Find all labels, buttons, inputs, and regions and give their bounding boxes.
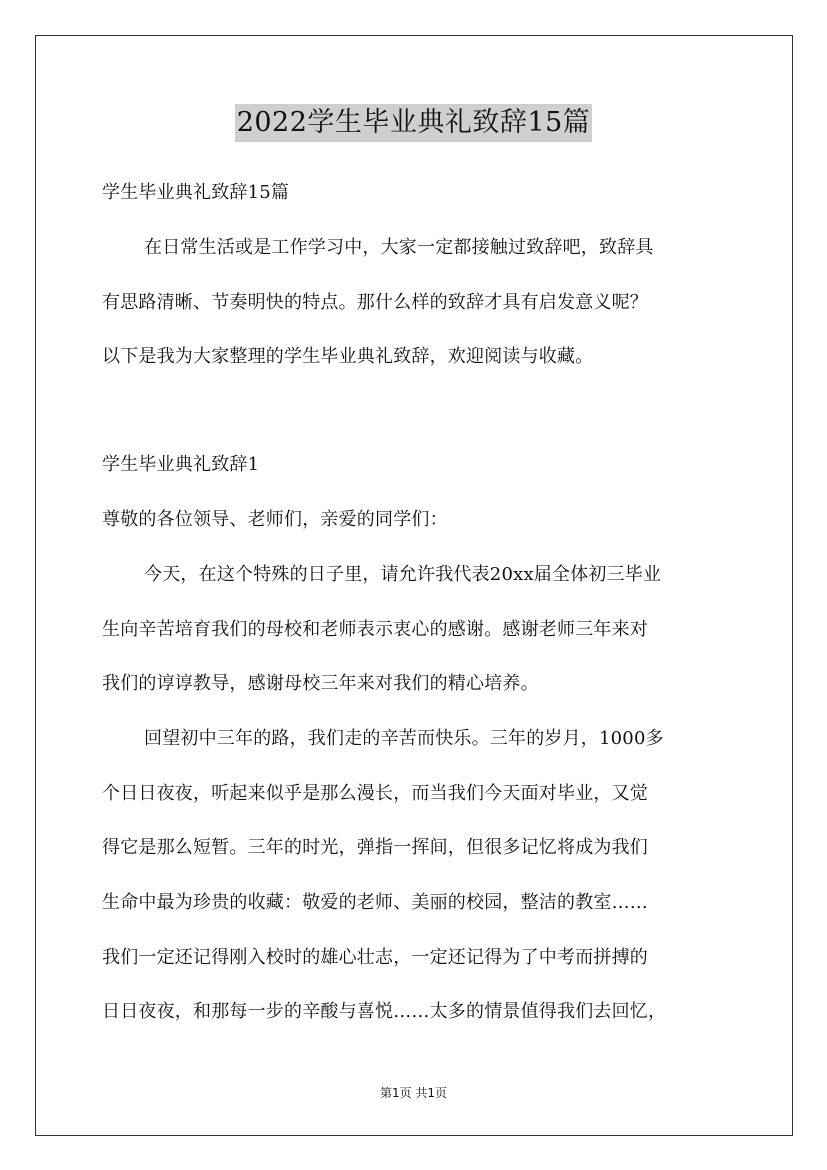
intro-line: 以下是我为大家整理的学生毕业典礼致辞，欢迎阅读与收藏。 [102,346,594,367]
paragraph-line: 我们的谆谆教导，感谢母校三年来对我们的精心培养。 [102,673,539,694]
document-subtitle: 学生毕业典礼致辞15篇 [102,182,290,203]
document-title: 2022学生毕业典礼致辞15篇 [235,104,593,142]
paragraph-line: 今天，在这个特殊的日子里，请允许我代表20xx届全体初三毕业 [144,564,662,585]
page-footer: 第1页 共1页 [379,1086,448,1100]
intro-line: 在日常生活或是工作学习中，大家一定都接触过致辞吧，致辞具 [144,237,654,258]
paragraph-line: 回望初中三年的路，我们走的辛苦而快乐。三年的岁月，1000多 [144,728,664,749]
paragraph-line: 我们一定还记得刚入校时的雄心壮志，一定还记得为了中考而拼搏的 [102,947,648,968]
title-container [0,104,827,142]
paragraph-line: 生命中最为珍贵的收藏：敬爱的老师、美丽的校园，整洁的教室…… [102,892,648,913]
intro-line: 有思路清晰、节奏明快的特点。那什么样的致辞才具有启发意义呢？ [102,292,648,313]
paragraph-line: 生向辛苦培育我们的母校和老师表示衷心的感谢。感谢老师三年来对 [102,619,648,640]
salutation: 尊敬的各位领导、老师们，亲爱的同学们： [102,509,448,530]
paragraph-line: 个日日夜夜，听起来似乎是那么漫长，而当我们今天面对毕业，又觉 [102,783,648,804]
paragraph-line: 日日夜夜，和那每一步的辛酸与喜悦……太多的情景值得我们去回忆， [102,1001,667,1022]
paragraph-line: 得它是那么短暂。三年的时光，弹指一挥间，但很多记忆将成为我们 [102,837,648,858]
section-heading: 学生毕业典礼致辞1 [102,454,260,475]
